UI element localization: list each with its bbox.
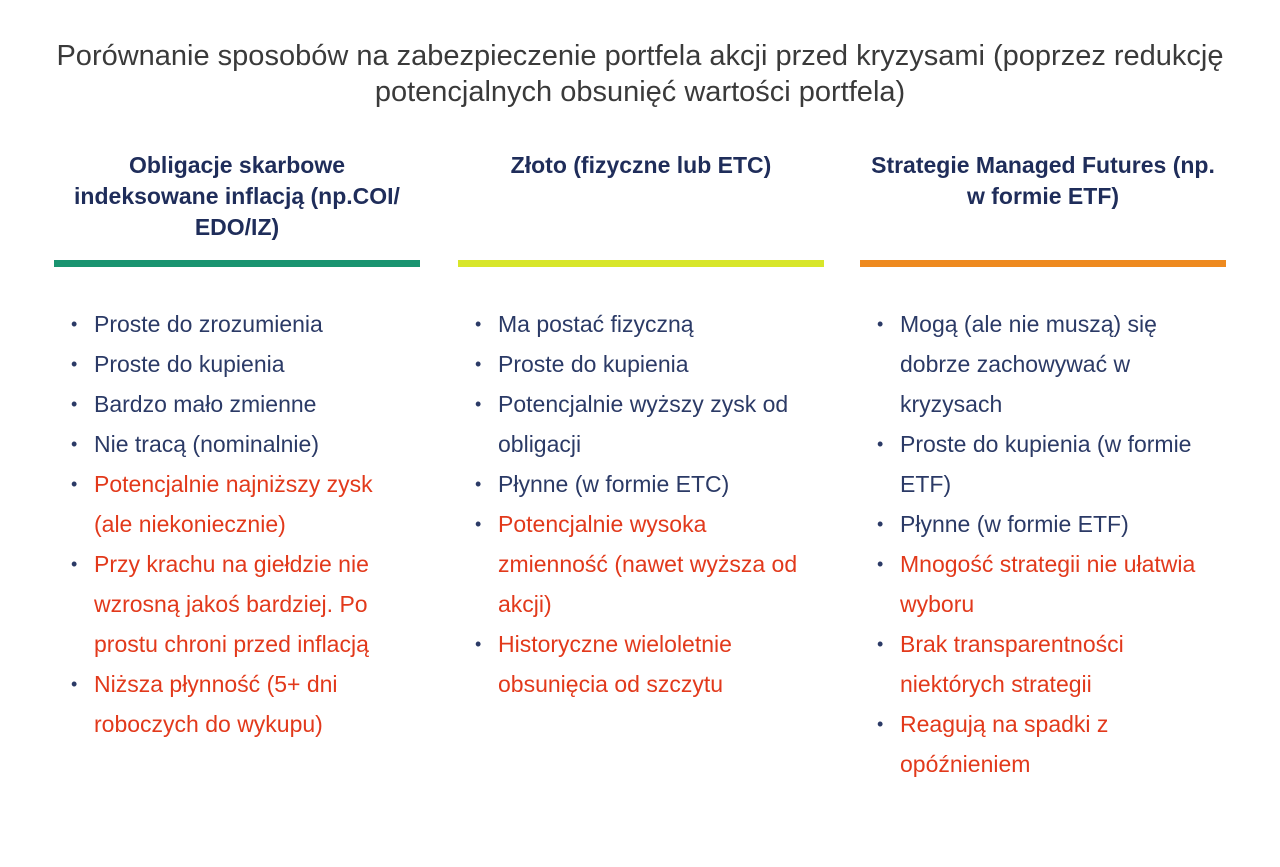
item-text: Brak transparentności niektórych strategii bbox=[900, 631, 1124, 697]
bullet-list bbox=[458, 304, 824, 704]
page-title: Porównanie sposobów na zabezpieczenie portfela akcji przed kryzysami (poprzez redukcję potencjalnych obsunięć wartości portfela) bbox=[56, 40, 1224, 108]
item-text: Potencjalnie wysoka zmienność (nawet wyższa od akcji) bbox=[498, 511, 798, 617]
pro-item bbox=[54, 424, 420, 464]
con-item bbox=[54, 664, 420, 744]
bullet-dot-icon: • bbox=[475, 634, 482, 654]
pro-item bbox=[860, 424, 1226, 504]
column-inflation-bonds bbox=[54, 150, 420, 744]
bullet-dot-icon: • bbox=[475, 314, 482, 334]
bullet-dot-icon: • bbox=[475, 354, 482, 374]
bullet-dot-icon: • bbox=[877, 514, 884, 534]
con-item bbox=[860, 544, 1226, 624]
pro-item bbox=[458, 304, 824, 344]
bullet-dot-icon: • bbox=[475, 514, 482, 534]
con-item bbox=[54, 544, 420, 664]
item-text: Przy krachu na giełdzie nie wzrosną jakoś bardziej. Po prostu chroni przed inflacją bbox=[94, 551, 369, 657]
item-text: Niższa płynność (5+ dni roboczych do wykupu) bbox=[94, 671, 338, 737]
item-text: Reagują na spadki z opóźnieniem bbox=[900, 711, 1109, 777]
item-text: Potencjalnie wyższy zysk od obligacji bbox=[498, 391, 789, 457]
item-text: Ma postać fizyczną bbox=[498, 311, 694, 337]
item-text: Proste do zrozumienia bbox=[94, 311, 323, 337]
item-text: Płynne (w formie ETF) bbox=[900, 511, 1129, 537]
column-heading: Złoto (fizyczne lub ETC) bbox=[510, 152, 772, 178]
bullet-dot-icon: • bbox=[71, 554, 78, 574]
pro-item bbox=[860, 504, 1226, 544]
pro-item bbox=[54, 344, 420, 384]
item-text: Mogą (ale nie muszą) się dobrze zachowywać w kryzysach bbox=[900, 311, 1157, 417]
bullet-dot-icon: • bbox=[71, 394, 78, 414]
column-divider bbox=[458, 260, 824, 267]
bullet-list bbox=[54, 304, 420, 744]
con-item bbox=[458, 624, 824, 704]
bullet-dot-icon: • bbox=[71, 434, 78, 454]
con-item bbox=[54, 464, 420, 544]
pro-item bbox=[458, 464, 824, 504]
item-text: Bardzo mało zmienne bbox=[94, 391, 317, 417]
pro-item bbox=[54, 384, 420, 424]
item-text: Historyczne wieloletnie obsunięcia od szczytu bbox=[498, 631, 732, 697]
con-item bbox=[458, 504, 824, 624]
column-heading: Strategie Managed Futures (np. w formie ETF) bbox=[871, 152, 1215, 209]
bullet-dot-icon: • bbox=[475, 394, 482, 414]
bullet-dot-icon: • bbox=[475, 474, 482, 494]
column-gold bbox=[458, 150, 824, 704]
item-text: Płynne (w formie ETC) bbox=[498, 471, 730, 497]
bullet-dot-icon: • bbox=[71, 674, 78, 694]
column-heading: Obligacje skarbowe indeksowane inflacją (np.COI/ EDO/IZ) bbox=[74, 152, 400, 240]
item-text: Mnogość strategii nie ułatwia wyboru bbox=[900, 551, 1196, 617]
bullet-dot-icon: • bbox=[877, 314, 884, 334]
column-divider bbox=[54, 260, 420, 267]
bullet-dot-icon: • bbox=[877, 434, 884, 454]
item-text: Nie tracą (nominalnie) bbox=[94, 431, 319, 457]
pro-item bbox=[54, 304, 420, 344]
bullet-dot-icon: • bbox=[877, 634, 884, 654]
item-text: Proste do kupienia bbox=[498, 351, 689, 377]
pro-item bbox=[860, 304, 1226, 424]
column-divider bbox=[860, 260, 1226, 267]
item-text: Proste do kupienia bbox=[94, 351, 285, 377]
con-item bbox=[860, 624, 1226, 704]
bullet-list bbox=[860, 304, 1226, 784]
item-text: Potencjalnie najniższy zysk (ale niekoniecznie) bbox=[94, 471, 373, 537]
pro-item bbox=[458, 344, 824, 384]
con-item bbox=[860, 704, 1226, 784]
bullet-dot-icon: • bbox=[71, 314, 78, 334]
bullet-dot-icon: • bbox=[877, 714, 884, 734]
item-text: Proste do kupienia (w formie ETF) bbox=[900, 431, 1192, 497]
bullet-dot-icon: • bbox=[71, 354, 78, 374]
bullet-dot-icon: • bbox=[71, 474, 78, 494]
pro-item bbox=[458, 384, 824, 464]
bullet-dot-icon: • bbox=[877, 554, 884, 574]
column-managed-futures bbox=[860, 150, 1226, 784]
